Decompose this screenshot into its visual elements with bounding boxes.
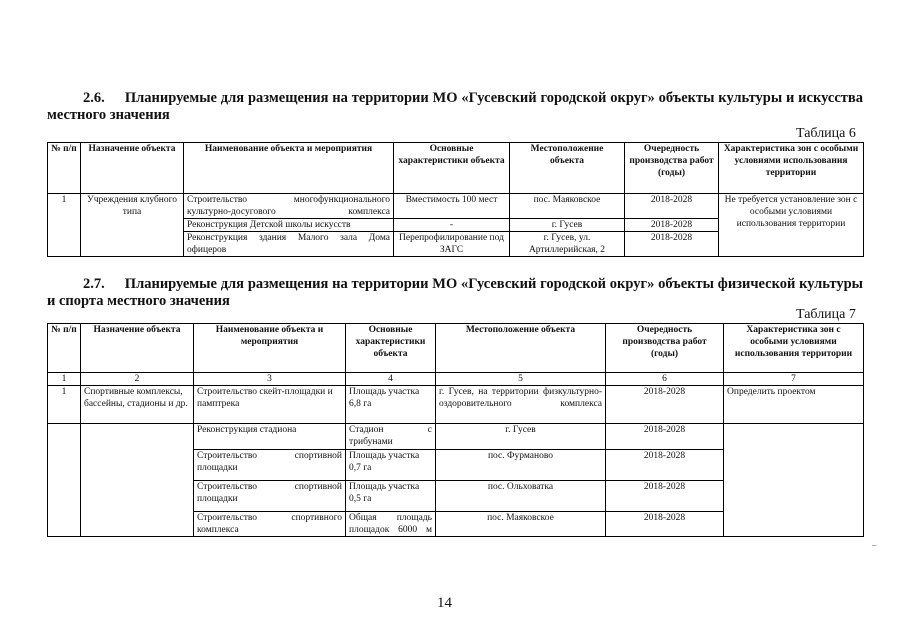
column-number: 7 — [724, 373, 864, 386]
table-7-header: Характеристика зон с особыми условиями использования территории — [724, 324, 864, 373]
location-cell: пос. Маяковское — [436, 512, 606, 537]
page-number: 14 — [437, 595, 452, 611]
name-cell: Строительство спортивной площадки — [194, 481, 346, 512]
years-cell: 2018-2028 — [606, 481, 724, 512]
zones-cell: Не требуется установление зон с особыми условиями использования территории — [719, 194, 864, 257]
location-cell: г. Гусев — [510, 219, 625, 232]
years-cell: 2018-2028 — [606, 512, 724, 537]
scan-mark: – — [872, 540, 877, 550]
table-6-header-row — [48, 143, 864, 194]
zones-cell: Определить проектом — [724, 386, 864, 424]
purpose-cell: Спортивные комплексы, бассейны, стадионы и др. — [81, 386, 194, 424]
name-cell: Реконструкция Детской школы искусств — [184, 219, 394, 232]
name-cell: Строительство скейт-площадки и памптрека — [194, 386, 346, 424]
table-7-header: Наименование объекта и мероприятия — [194, 324, 346, 373]
column-number-row — [48, 373, 864, 386]
section-6-number: 2.6. — [83, 90, 105, 106]
years-cell: 2018-2028 — [625, 194, 719, 219]
location-cell: пос. Маяковское — [510, 194, 625, 219]
table-row — [48, 450, 864, 481]
column-number: 3 — [194, 373, 346, 386]
table-row — [48, 481, 864, 512]
column-number: 2 — [81, 373, 194, 386]
characteristics-cell: Стадион с трибунами — [346, 424, 436, 450]
years-cell: 2018-2028 — [625, 232, 719, 257]
section-7-heading — [47, 276, 863, 310]
table-7-header: Местоположение объекта — [436, 324, 606, 373]
table-6-header: Местоположение объекта — [510, 143, 625, 194]
table-7-caption: Таблица 7 — [796, 307, 856, 322]
characteristics-cell: Площадь участка 0,7 га — [346, 450, 436, 481]
name-cell: Строительство многофункционального культурно-досугового комплекса — [184, 194, 394, 219]
table-row — [48, 194, 864, 219]
table-6-header: Основные характеристики объекта — [394, 143, 510, 194]
column-number: 1 — [48, 373, 81, 386]
table-6-header: Характеристика зон с особыми условиями использования территории — [719, 143, 864, 194]
years-cell: 2018-2028 — [606, 386, 724, 424]
table-7-header-row — [48, 324, 864, 373]
table-6-caption: Таблица 6 — [796, 126, 856, 141]
location-cell: г. Гусев, ул. Артиллерийская, 2 — [510, 232, 625, 257]
table-7-header: Назначение объекта — [81, 324, 194, 373]
section-6-title: Планируемые для размещения на территории МО «Гусевский городской округ» объекты культуры и искусства местного значения — [47, 90, 863, 123]
table-6-header: Назначение объекта — [81, 143, 184, 194]
location-cell: пос. Ольховатка — [436, 481, 606, 512]
characteristics-cell: Общая площадь площадок 6000 м — [346, 512, 436, 537]
characteristics-cell: Площадь участка 0,5 га — [346, 481, 436, 512]
table-row — [48, 386, 864, 424]
table-row — [48, 424, 864, 450]
table-7-header: Основные характеристики объекта — [346, 324, 436, 373]
table-6-header: № п/п — [48, 143, 81, 194]
table-7-header: Очередность производства работ (годы) — [606, 324, 724, 373]
location-cell: г. Гусев, на территории физкультурно-оздоровительного комплекса — [436, 386, 606, 424]
location-cell: г. Гусев — [436, 424, 606, 450]
table-6-header: Очередность производства работ (годы) — [625, 143, 719, 194]
characteristics-cell: Перепрофилирование под ЗАГС — [394, 232, 510, 257]
characteristics-cell: Площадь участка 6,8 га — [346, 386, 436, 424]
characteristics-cell: Вместимость 100 мест — [394, 194, 510, 219]
column-number: 5 — [436, 373, 606, 386]
name-cell: Реконструкция здания Малого зала Дома офицеров — [184, 232, 394, 257]
section-6-heading — [47, 90, 863, 124]
name-cell: Реконструкция стадиона — [194, 424, 346, 450]
section-7-number: 2.7. — [83, 276, 105, 292]
years-cell: 2018-2028 — [606, 424, 724, 450]
column-number: 4 — [346, 373, 436, 386]
location-cell: пос. Фурманово — [436, 450, 606, 481]
table-7 — [47, 323, 864, 537]
section-7-title: Планируемые для размещения на территории МО «Гусевский городской округ» объекты физической культуры и спорта местного значения — [47, 276, 863, 309]
characteristics-cell: - — [394, 219, 510, 232]
purpose-cell: Учреждения клубного типа — [81, 194, 184, 257]
name-cell: Строительство спортивной площадки — [194, 450, 346, 481]
table-6-header: Наименование объекта и мероприятия — [184, 143, 394, 194]
column-number: 6 — [606, 373, 724, 386]
table-row — [48, 512, 864, 537]
name-cell: Строительство спортивного комплекса — [194, 512, 346, 537]
row-number-cell: 1 — [48, 194, 81, 257]
table-6 — [47, 142, 864, 257]
row-number-cell: 1 — [48, 386, 81, 424]
years-cell: 2018-2028 — [625, 219, 719, 232]
years-cell: 2018-2028 — [606, 450, 724, 481]
table-7-header: № п/п — [48, 324, 81, 373]
